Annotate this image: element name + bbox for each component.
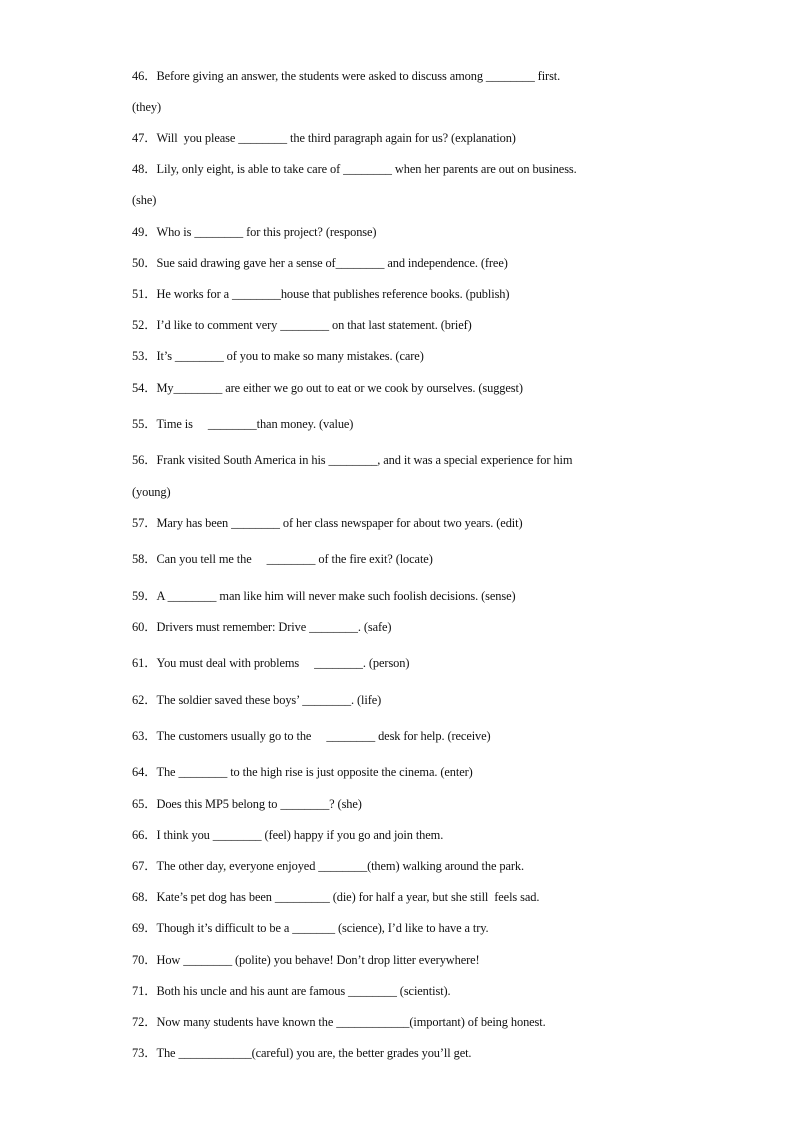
- question-62: 62．The soldier saved these boys’ ________. (life): [132, 693, 382, 707]
- question-70: 70．How ________ (polite) you behave! Don’t drop litter everywhere!: [132, 953, 480, 967]
- question-72: 72．Now many students have known the ____________(important) of being honest.: [132, 1015, 546, 1029]
- question-55: 55．Time is ________than money. (value): [132, 417, 354, 431]
- question-67: 67．The other day, everyone enjoyed ________(them) walking around the park.: [132, 859, 524, 873]
- question-69: 69．Though it’s difficult to be a _______ (science), I’d like to have a try.: [132, 921, 489, 935]
- question-57: 57．Mary has been ________ of her class newspaper for about two years. (edit): [132, 516, 523, 530]
- question-51: 51．He works for a ________house that publishes reference books. (publish): [132, 287, 510, 301]
- question-48-line-2: (she): [132, 193, 157, 207]
- question-53: 53．It’s ________ of you to make so many mistakes. (care): [132, 349, 424, 363]
- question-56-line-1: 56．Frank visited South America in his ________, and it was a special experience for him: [132, 453, 573, 467]
- question-59: 59．A ________ man like him will never make such foolish decisions. (sense): [132, 589, 516, 603]
- question-49: 49．Who is ________ for this project? (response): [132, 225, 377, 239]
- question-71: 71．Both his uncle and his aunt are famous ________ (scientist).: [132, 984, 451, 998]
- question-66: 66．I think you ________ (feel) happy if you go and join them.: [132, 828, 444, 842]
- question-63: 63．The customers usually go to the ________ desk for help. (receive): [132, 729, 491, 743]
- question-46-line-2: (they): [132, 100, 161, 114]
- question-52: 52．I’d like to comment very ________ on that last statement. (brief): [132, 318, 472, 332]
- question-73: 73．The ____________(careful) you are, the better grades you’ll get.: [132, 1046, 472, 1060]
- question-46-line-1: 46．Before giving an answer, the students were asked to discuss among ________ first.: [132, 69, 561, 83]
- question-58: 58．Can you tell me the ________ of the fire exit? (locate): [132, 552, 433, 566]
- question-48-line-1: 48．Lily, only eight, is able to take care of ________ when her parents are out on business.: [132, 162, 577, 176]
- question-68: 68．Kate’s pet dog has been _________ (die) for half a year, but she still feels sad.: [132, 890, 540, 904]
- question-47: 47．Will you please ________ the third paragraph again for us? (explanation): [132, 131, 516, 145]
- question-54: 54．My________ are either we go out to eat or we cook by ourselves. (suggest): [132, 381, 523, 395]
- question-64: 64．The ________ to the high rise is just opposite the cinema. (enter): [132, 765, 473, 779]
- question-50: 50．Sue said drawing gave her a sense of________ and independence. (free): [132, 256, 508, 270]
- question-61: 61．You must deal with problems ________. (person): [132, 656, 410, 670]
- question-60: 60．Drivers must remember: Drive ________. (safe): [132, 620, 392, 634]
- question-65: 65．Does this MP5 belong to ________? (she): [132, 797, 362, 811]
- question-56-line-2: (young): [132, 485, 171, 499]
